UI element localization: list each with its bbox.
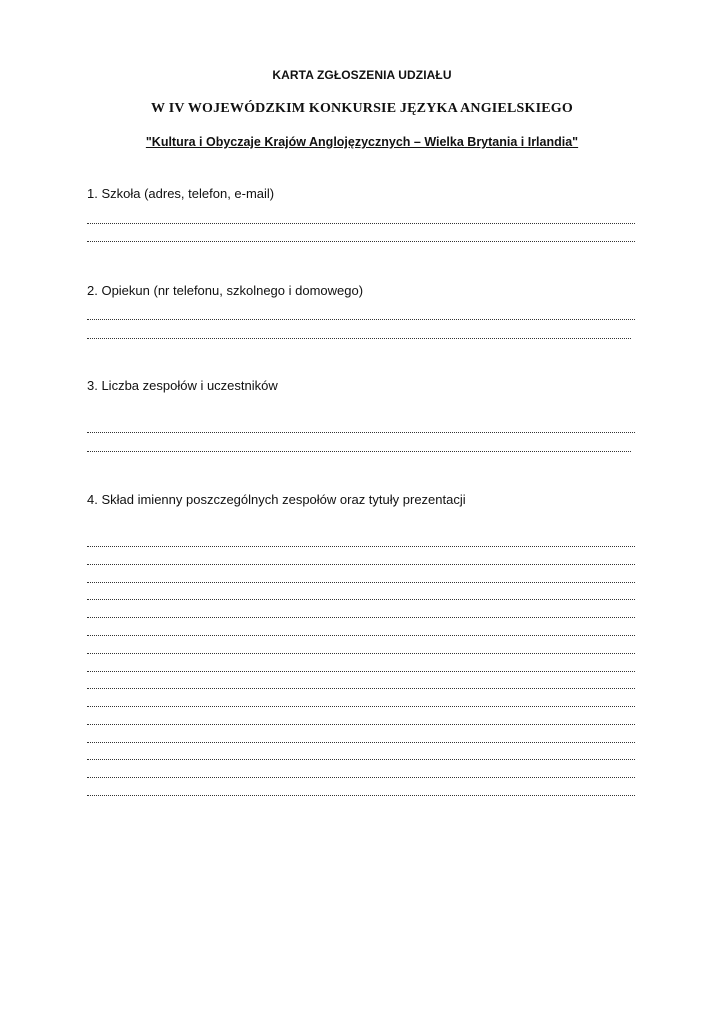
section-label-supervisor: 2. Opiekun (nr telefonu, szkolnego i domowego): [87, 283, 364, 298]
form-subtitle: W IV WOJEWÓDZKIM KONKURSIE JĘZYKA ANGIELSKIEGO: [151, 101, 573, 116]
fill-line[interactable]: [87, 723, 635, 725]
fill-line[interactable]: [87, 652, 635, 654]
fill-line[interactable]: [87, 545, 635, 547]
form-title: KARTA ZGŁOSZENIA UDZIAŁU: [272, 68, 452, 82]
fill-line[interactable]: [87, 431, 635, 433]
fill-line[interactable]: [87, 758, 635, 760]
fill-line[interactable]: [87, 616, 635, 618]
section-label-school: 1. Szkoła (adres, telefon, e-mail): [87, 186, 275, 201]
fill-line[interactable]: [87, 776, 635, 778]
fill-line[interactable]: [87, 222, 635, 224]
fill-line[interactable]: [87, 581, 635, 583]
fill-line[interactable]: [87, 598, 635, 600]
fill-line[interactable]: [87, 794, 635, 796]
fill-line[interactable]: [87, 741, 635, 743]
fill-line[interactable]: [87, 450, 631, 452]
section-label-teams-count: 3. Liczba zespołów i uczestników: [87, 378, 278, 393]
section-label-team-composition: 4. Skład imienny poszczególnych zespołów oraz tytuły prezentacji: [87, 492, 466, 507]
form-theme: "Kultura i Obyczaje Krajów Anglojęzycznych – Wielka Brytania i Irlandia": [145, 135, 579, 149]
fill-line[interactable]: [87, 634, 635, 636]
fill-line[interactable]: [87, 687, 635, 689]
fill-line[interactable]: [87, 318, 635, 320]
fill-line[interactable]: [87, 670, 635, 672]
fill-line[interactable]: [87, 240, 635, 242]
fill-line[interactable]: [87, 337, 631, 339]
fill-line[interactable]: [87, 705, 635, 707]
fill-line[interactable]: [87, 563, 635, 565]
